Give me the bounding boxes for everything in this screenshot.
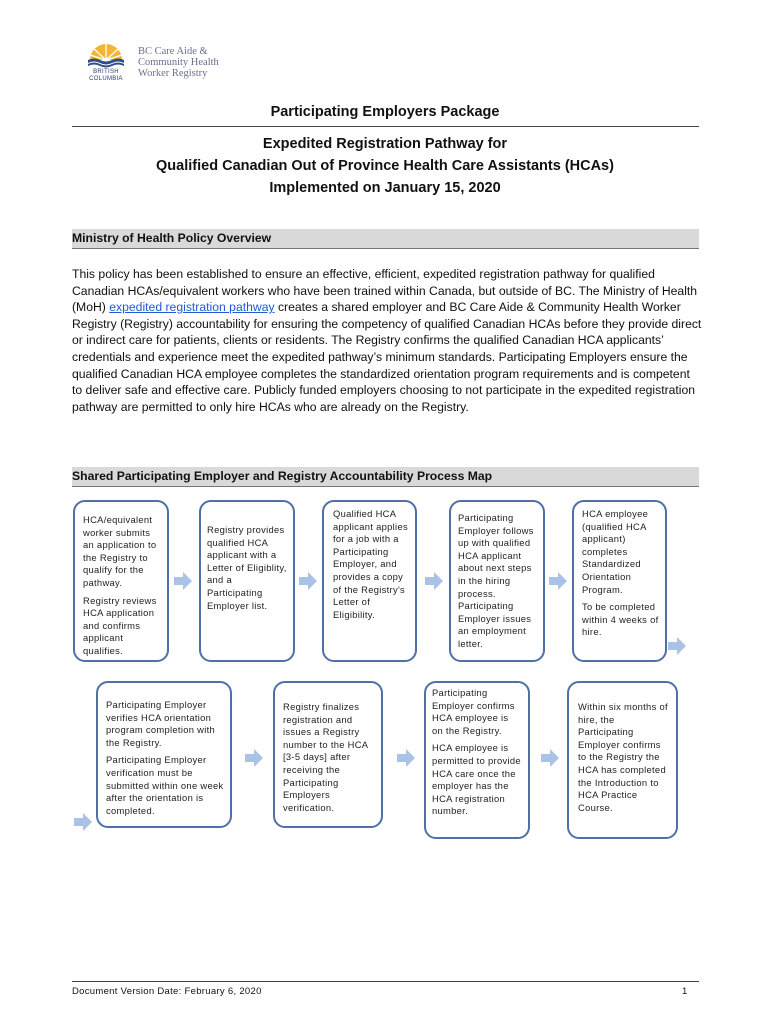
arrow-right-icon bbox=[396, 748, 416, 768]
step-1-text: HCA/equivalent worker submits an application to the Registry to qualify for the pathway. bbox=[83, 514, 157, 588]
step-9-text: Within six months of hire, the Participating Employer confirms to the Registry the HCA has completed the Introduction to HCA Practice Course. bbox=[578, 701, 668, 813]
title-line-1: Expedited Registration Pathway for bbox=[262, 136, 508, 152]
step-4-text: Participating Employer follows up with qualified HCA applicant about next steps in the hiring process. Participating Employer issues an employment letter. bbox=[458, 512, 534, 649]
document-version-date: Document Version Date: February 6, 2020 bbox=[72, 986, 262, 997]
title-line-3: Implemented on January 15, 2020 bbox=[269, 180, 501, 196]
process-map-heading bbox=[72, 467, 699, 487]
step-8-text: Participating Employer confirms HCA employee is on the Registry. bbox=[432, 687, 515, 736]
step-8-subtext: HCA employee is permitted to provide HCA care once the employer has the HCA registration number. bbox=[432, 742, 521, 817]
step-7-box bbox=[273, 681, 383, 828]
step-6-box bbox=[96, 681, 232, 828]
step-3-box bbox=[322, 500, 417, 662]
policy-paragraph bbox=[72, 266, 702, 415]
step-8-box bbox=[424, 681, 530, 839]
step-4-box bbox=[449, 500, 545, 662]
step-5-subtext: To be completed within 4 weeks of hire. bbox=[582, 601, 659, 638]
step-7-text: Registry finalizes registration and issues a Registry number to the HCA [3-5 days] after receiving the Participating Employers verification. bbox=[283, 701, 368, 813]
logo-gov-line2: COLUMBIA bbox=[89, 76, 123, 82]
footer-divider bbox=[72, 981, 699, 982]
process-map-heading-text: Shared Participating Employer and Registry Accountability Process Map bbox=[72, 469, 493, 483]
arrow-right-icon bbox=[424, 571, 444, 591]
title-divider bbox=[72, 126, 699, 127]
step-1-box bbox=[73, 500, 169, 662]
step-6-text: Participating Employer verifies HCA orientation program completion with the Registry. bbox=[106, 699, 216, 748]
step-2-box bbox=[199, 500, 295, 662]
policy-text-before-link: This policy has been established to ensure an effective, efficient, expedited registration pathway for qualified Canadian HCAs/equivalent workers who have been trained within Canada, but outside of BC. The Ministry of Health (MoH) bbox=[72, 267, 698, 315]
arrow-right-icon bbox=[298, 571, 318, 591]
expedited-pathway-link[interactable]: expedited registration pathway bbox=[109, 300, 275, 315]
arrow-right-icon bbox=[73, 812, 93, 832]
arrow-right-icon bbox=[173, 571, 193, 591]
step-5-box bbox=[572, 500, 667, 662]
arrow-right-icon bbox=[548, 571, 568, 591]
step-5-text: HCA employee (qualified HCA applicant) completes Standardized Orientation Program. bbox=[582, 508, 649, 595]
package-title: Participating Employers Package bbox=[270, 104, 500, 120]
step-2-text: Registry provides qualified HCA applicant with a Letter of Eligiblity, and a Participating Employer list. bbox=[207, 524, 287, 611]
title-line-2: Qualified Canadian Out of Province Health Care Assistants (HCAs) bbox=[156, 158, 614, 174]
policy-text-after-link: creates a shared employer and BC Care Aide & Community Health Worker Registry (Registry) accountability for ensuring the competency of qualified Canadian HCAs before they provide direct or indirect care for patients, clients or residents. The Registry confirms the qualified Canadian HCA applicants’ credentials and experience meet the expedited pathway’s minimum standards. Participating Employers ensure the qualified Canadian HCA employee completes the standardized orientation program requirements and is competent to deliver safe and effective care. Publicly funded employers choosing to not participate in the expedited registration pathway are permitted to only hire HCAs who are already on the Registry. bbox=[72, 300, 702, 414]
logo-org-line3: Worker Registry bbox=[138, 68, 208, 79]
policy-section-heading bbox=[72, 229, 699, 249]
logo-gov-line1: BRITISH bbox=[93, 69, 119, 75]
step-3-text: Qualified HCA applicant applies for a job with a Participating Employer, and provides a copy of the Registry's Letter of Eligibility. bbox=[333, 508, 408, 620]
logo-org-line2: Community Health bbox=[138, 57, 219, 68]
policy-heading-text: Ministry of Health Policy Overview bbox=[72, 231, 272, 245]
arrow-right-icon bbox=[540, 748, 560, 768]
step-9-box bbox=[567, 681, 678, 839]
step-1-subtext: Registry reviews HCA application and confirms applicant qualifies. bbox=[83, 594, 157, 656]
registry-logo bbox=[80, 40, 230, 82]
page-number: 1 bbox=[682, 986, 688, 997]
arrow-right-icon bbox=[667, 636, 687, 656]
arrow-right-icon bbox=[244, 748, 264, 768]
step-6-subtext: Participating Employer verification must be submitted within one week after the orientation is completed. bbox=[106, 754, 224, 816]
logo-org-line1: BC Care Aide & bbox=[138, 46, 208, 57]
bc-sun-logo-icon bbox=[86, 40, 126, 68]
